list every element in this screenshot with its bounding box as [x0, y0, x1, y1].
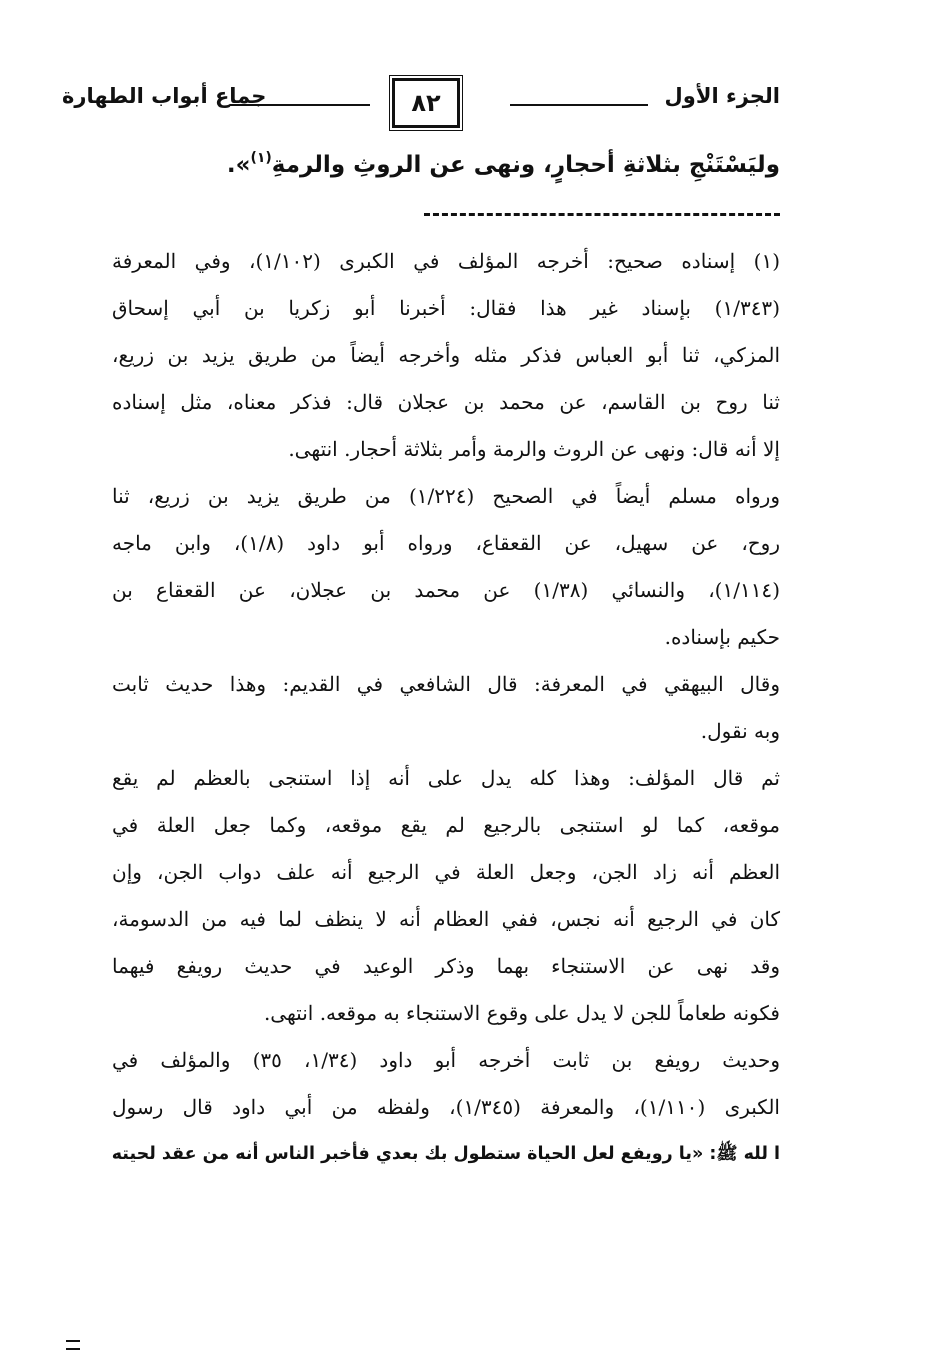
footnote-line: ثم قال المؤلف: وهذا كله يدل على أنه إذا استنجى بالعظم لم يقع	[112, 766, 780, 790]
footnote-line: روح، عن سهيل، عن القعقاع، ورواه أبو داود (١/٨)، وابن ماجه	[112, 531, 780, 555]
footnote-line: الكبرى (١/١١٠)، والمعرفة (١/٣٤٥)، ولفظه من أبي داود قال رسول	[112, 1095, 780, 1119]
footnote-line: ورواه مسلم أيضاً في الصحيح (١/٢٢٤) من طريق يزيد بن زريع، ثنا	[112, 484, 780, 508]
footnote-line: (١) إسناده صحيح: أخرجه المؤلف في الكبرى (١/١٠٢)، وفي المعرفة	[112, 249, 780, 273]
footnote-line: موقعه، كما لو استنجى بالرجيع لم يقع موقعه، وكما جعل العلة في	[112, 813, 780, 837]
footnote-line: وقال البيهقي في المعرفة: قال الشافعي في القديم: وهذا حديث ثابت	[112, 672, 780, 696]
footnote-line: وحديث رويفع بن ثابت أخرجه أبو داود (١/٣٤، ٣٥) والمؤلف في	[112, 1048, 780, 1072]
footnotes	[112, 238, 780, 1178]
page-number-box	[392, 78, 460, 128]
footnote-line: ثنا روح بن القاسم، عن محمد بن عجلان قال: فذكر معناه، مثل إسناده	[112, 390, 780, 414]
header-rule-right	[510, 104, 648, 106]
header-volume: الجزء الأول	[664, 84, 780, 108]
footnote-line: المزكي، ثنا أبو العباس فذكر مثله وأخرجه أيضاً من طريق يزيد بن زريع،	[112, 343, 780, 367]
footnote-ref: (١)	[250, 150, 272, 166]
main-text-line	[227, 152, 780, 178]
footnote-line: وبه نقول.	[700, 719, 780, 743]
footnote-line: وقد نهى عن الاستنجاء بهما وذكر الوعيد في حديث رويفع فيهما	[112, 954, 780, 978]
header-section-title: جماع أبواب الطهارة	[62, 84, 267, 108]
footnote-line: حكيم بإسناده.	[664, 625, 780, 649]
footnote-line: العظم أنه زاد الجن، وجعل العلة في الرجيع أنه علف دواب الجن، وإن	[112, 860, 780, 884]
running-header	[62, 78, 780, 126]
footnote-line: (١/٣٤٣) بإسناد غير هذا فقال: أخبرنا أبو زكريا بن أبي إسحاق	[112, 296, 780, 320]
continuation-mark	[66, 1340, 80, 1350]
footnote-separator	[424, 213, 780, 216]
main-text: وليَسْتَنْجِ بثلاثةِ أحجارٍ، ونهى عن الروثِ والرمةِ	[271, 152, 780, 178]
main-text-end: ».	[226, 152, 251, 178]
footnote-line-hadith: ا لله ﷺ: «يا رويفع لعل الحياة ستطول بك بعدي فأخبر الناس أنه من عقد لحيته	[111, 1144, 780, 1164]
footnote-line: فكونه طعاماً للجن لا يدل على وقوع الاستنجاء به موقعه. انتهى.	[263, 1001, 780, 1025]
footnote-line: كان في الرجيع أنه نجس، ففي العظام أنه لا ينظف لما فيه من الدسومة،	[112, 907, 780, 931]
page-number: ٨٢	[411, 89, 441, 117]
footnote-line: (١/١١٤)، والنسائي (١/٣٨) عن محمد بن عجلان، عن القعقاع بن	[112, 578, 780, 602]
footnote-line: إلا أنه قال: ونهى عن الروث والرمة وأمر بثلاثة أحجار. انتهى.	[288, 437, 780, 461]
